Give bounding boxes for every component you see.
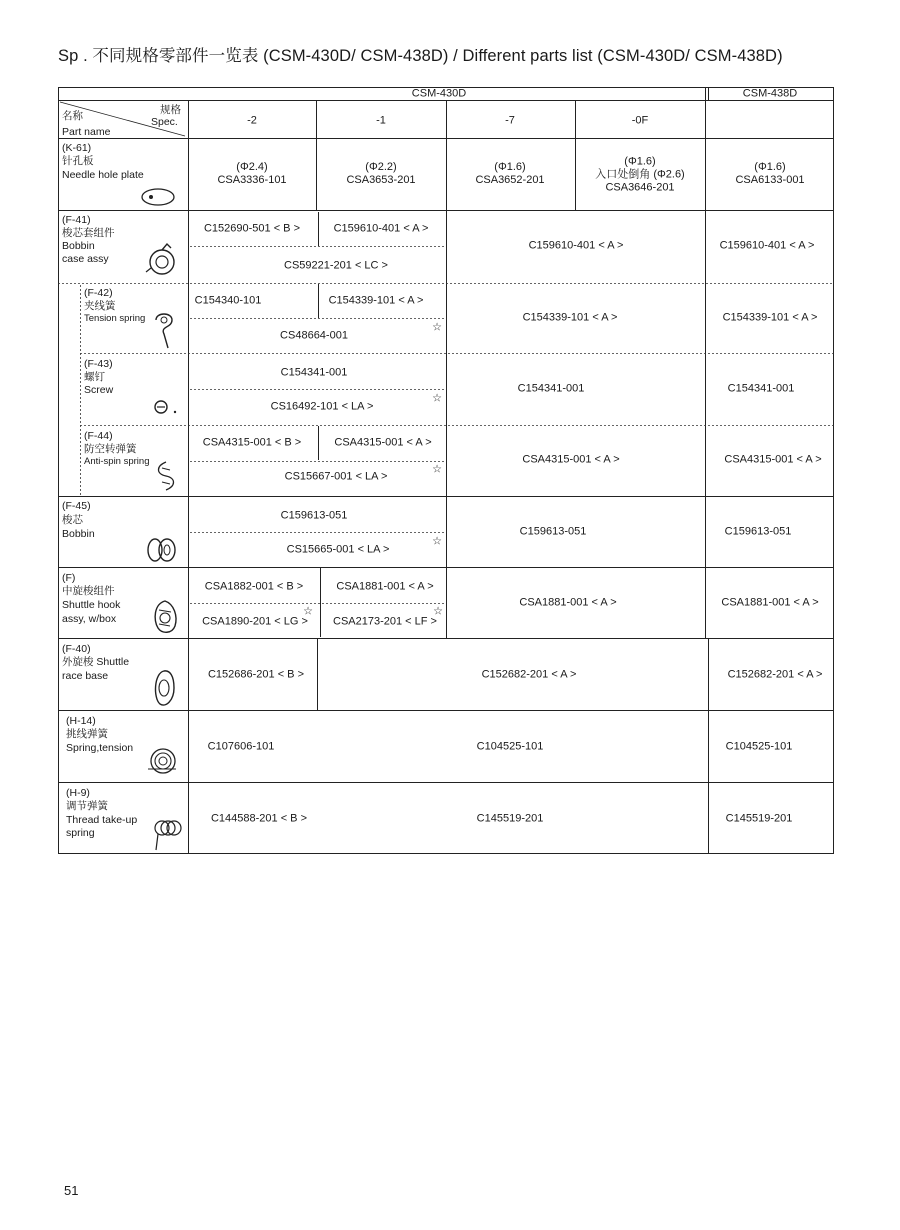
take-up-spring-icon [150, 812, 186, 852]
bobbin-case-spec-438: C159610-401 < A > [719, 239, 815, 252]
part-name-cn: 防空转弹簧 [84, 443, 137, 455]
take-up-spring-spec-2: C144588-201 < B > [210, 812, 308, 825]
race-base-icon [150, 668, 178, 708]
part-name-en: Tension spring [84, 313, 146, 324]
part-name-cn: 针孔板 [62, 155, 94, 167]
tension-spring-coil-icon [146, 745, 178, 777]
needle-plate-spec-2: (Φ2.4) CSA3336-101 [217, 161, 287, 186]
part-name-en: Screw [84, 384, 114, 396]
part-name-en: Bobbin [62, 528, 95, 540]
shuttle-hook-spec-2-top: CSA1882-001 < B > [204, 580, 304, 593]
part-name-en: Needle hole plate [62, 169, 144, 181]
part-name-en: Thread take-up [66, 814, 138, 826]
star-mark: ☆ [432, 321, 442, 334]
part-name-en: Anti-spin spring [84, 456, 150, 467]
shuttle-hook-spec-1-top: CSA1881-001 < A > [336, 580, 434, 593]
page-number: 51 [64, 1183, 79, 1198]
star-mark: ☆ [303, 605, 313, 618]
take-up-spring-spec-170f: C145519-201 [476, 812, 544, 825]
bobbin-case-spec-2-top: C152690-501 < B > [203, 222, 301, 235]
tension-spring-icon [150, 310, 180, 352]
name-label-en: Part name [62, 126, 111, 138]
shuttle-hook-icon [150, 598, 180, 638]
part-code: (F-41) [62, 214, 91, 226]
shuttle-hook-spec-2-bottom: CSA1890-201 < LG > [202, 615, 308, 628]
spec-header-1: -1 [376, 114, 386, 127]
needle-plate-icon [140, 186, 180, 208]
spec-header-2: -2 [247, 114, 257, 127]
star-mark: ☆ [432, 463, 442, 476]
name-label-cn: 名称 [62, 110, 83, 122]
bobbin-spec-12-top: C159613-051 [280, 509, 348, 522]
part-code: (F) [62, 572, 76, 584]
needle-plate-spec-0f: (Φ1.6) 入口处倒角 (Φ2.6) CSA3646-201 [595, 155, 685, 194]
part-code: (H-9) [66, 787, 90, 799]
bobbin-case-spec-12-bottom: CS59221-201 < LC > [284, 259, 388, 272]
spec-header-7: -7 [505, 114, 515, 127]
anti-spin-spec-438: CSA4315-001 < A > [724, 453, 822, 466]
part-name-en-2: spring [66, 827, 95, 839]
tension-spring-spec-70f: C154339-101 < A > [522, 311, 618, 324]
part-name-en-2: race base [62, 670, 109, 682]
star-mark: ☆ [432, 535, 442, 548]
part-code: (F-45) [62, 500, 91, 512]
part-name-cn: 螺钉 [84, 371, 105, 383]
spring-tension-spec-170f: C104525-101 [476, 740, 544, 753]
shuttle-hook-spec-70f: CSA1881-001 < A > [519, 596, 617, 609]
part-name-cn: 中旋梭组件 [62, 585, 115, 597]
model-b-header: CSM-438D [742, 87, 798, 100]
race-base-spec-170f: C152682-201 < A > [481, 668, 577, 681]
tension-spring-spec-438: C154339-101 < A > [722, 311, 818, 324]
part-name-en: Bobbin [62, 240, 95, 252]
screw-spec-70f: C154341-001 [517, 382, 585, 395]
part-code: (F-44) [84, 430, 113, 442]
part-code: (F-40) [62, 643, 91, 655]
shuttle-hook-spec-438: CSA1881-001 < A > [721, 596, 819, 609]
part-name-cn: 挑线弹簧 [66, 728, 108, 740]
needle-plate-spec-438: (Φ1.6) CSA6133-001 [735, 161, 805, 186]
part-name-en-2: assy, w/box [62, 613, 117, 625]
part-code: (F-42) [84, 287, 113, 299]
bobbin-case-spec-70f: C159610-401 < A > [528, 239, 624, 252]
race-base-spec-2: C152686-201 < B > [207, 668, 305, 681]
tension-spring-spec-12-bottom: CS48664-001 [280, 329, 348, 342]
part-code: (F-43) [84, 358, 113, 370]
bobbin-icon [145, 536, 179, 564]
anti-spin-spec-70f: CSA4315-001 < A > [522, 453, 620, 466]
spring-tension-spec-438: C104525-101 [725, 740, 793, 753]
needle-plate-spec-1: (Φ2.2) CSA3653-201 [346, 161, 416, 186]
part-name-en-2: case assy [62, 253, 109, 265]
anti-spin-spring-icon [154, 460, 180, 494]
part-code: (H-14) [66, 715, 96, 727]
screw-spec-12-top: C154341-001 [280, 366, 348, 379]
star-mark: ☆ [432, 392, 442, 405]
needle-plate-spec-7: (Φ1.6) CSA3652-201 [475, 161, 545, 186]
bobbin-spec-438: C159613-051 [724, 525, 792, 538]
screw-spec-12-bottom: CS16492-101 < LA > [270, 400, 374, 413]
page-title: Sp . 不同规格零部件一览表 (CSM-430D/ CSM-438D) / Different parts list (CSM-430D/ CSM-438D) [58, 47, 783, 65]
part-name-en: Spring,tension [66, 742, 134, 754]
spec-label-en: Spec. [151, 116, 178, 128]
bobbin-case-spec-1-top: C159610-401 < A > [333, 222, 429, 235]
screw-spec-438: C154341-001 [727, 382, 795, 395]
race-base-spec-438: C152682-201 < A > [727, 668, 823, 681]
part-name-cn-en: 外旋梭 Shuttle [62, 656, 130, 668]
spec-header-0f: -0F [631, 114, 649, 127]
take-up-spring-spec-438: C145519-201 [725, 812, 793, 825]
part-name-cn: 梭芯 [62, 514, 83, 526]
bobbin-spec-12-bottom: CS15665-001 < LA > [286, 543, 390, 556]
anti-spin-spec-2-top: CSA4315-001 < B > [202, 436, 302, 449]
spec-label-cn: 规格 [160, 104, 181, 116]
part-name-cn: 调节弹簧 [66, 800, 108, 812]
part-name-cn: 夹线簧 [84, 300, 116, 312]
shuttle-hook-spec-1-bottom: CSA2173-201 < LF > [333, 615, 437, 628]
anti-spin-spec-12-bottom: CS15667-001 < LA > [284, 470, 388, 483]
bobbin-case-icon [143, 242, 181, 278]
model-a-header: CSM-430D [411, 87, 467, 100]
star-mark: ☆ [433, 605, 443, 618]
part-name-cn: 梭芯套组件 [62, 227, 115, 239]
spring-tension-spec-2: C107606-101 [207, 740, 275, 753]
anti-spin-spec-1-top: CSA4315-001 < A > [334, 436, 432, 449]
bobbin-spec-70f: C159613-051 [519, 525, 587, 538]
part-code: (K-61) [62, 142, 92, 154]
tension-spring-spec-2-top: C154340-101 [194, 294, 262, 307]
tension-spring-spec-1-top: C154339-101 < A > [328, 294, 424, 307]
screw-icon [152, 398, 180, 418]
part-name-en: Shuttle hook [62, 599, 121, 611]
